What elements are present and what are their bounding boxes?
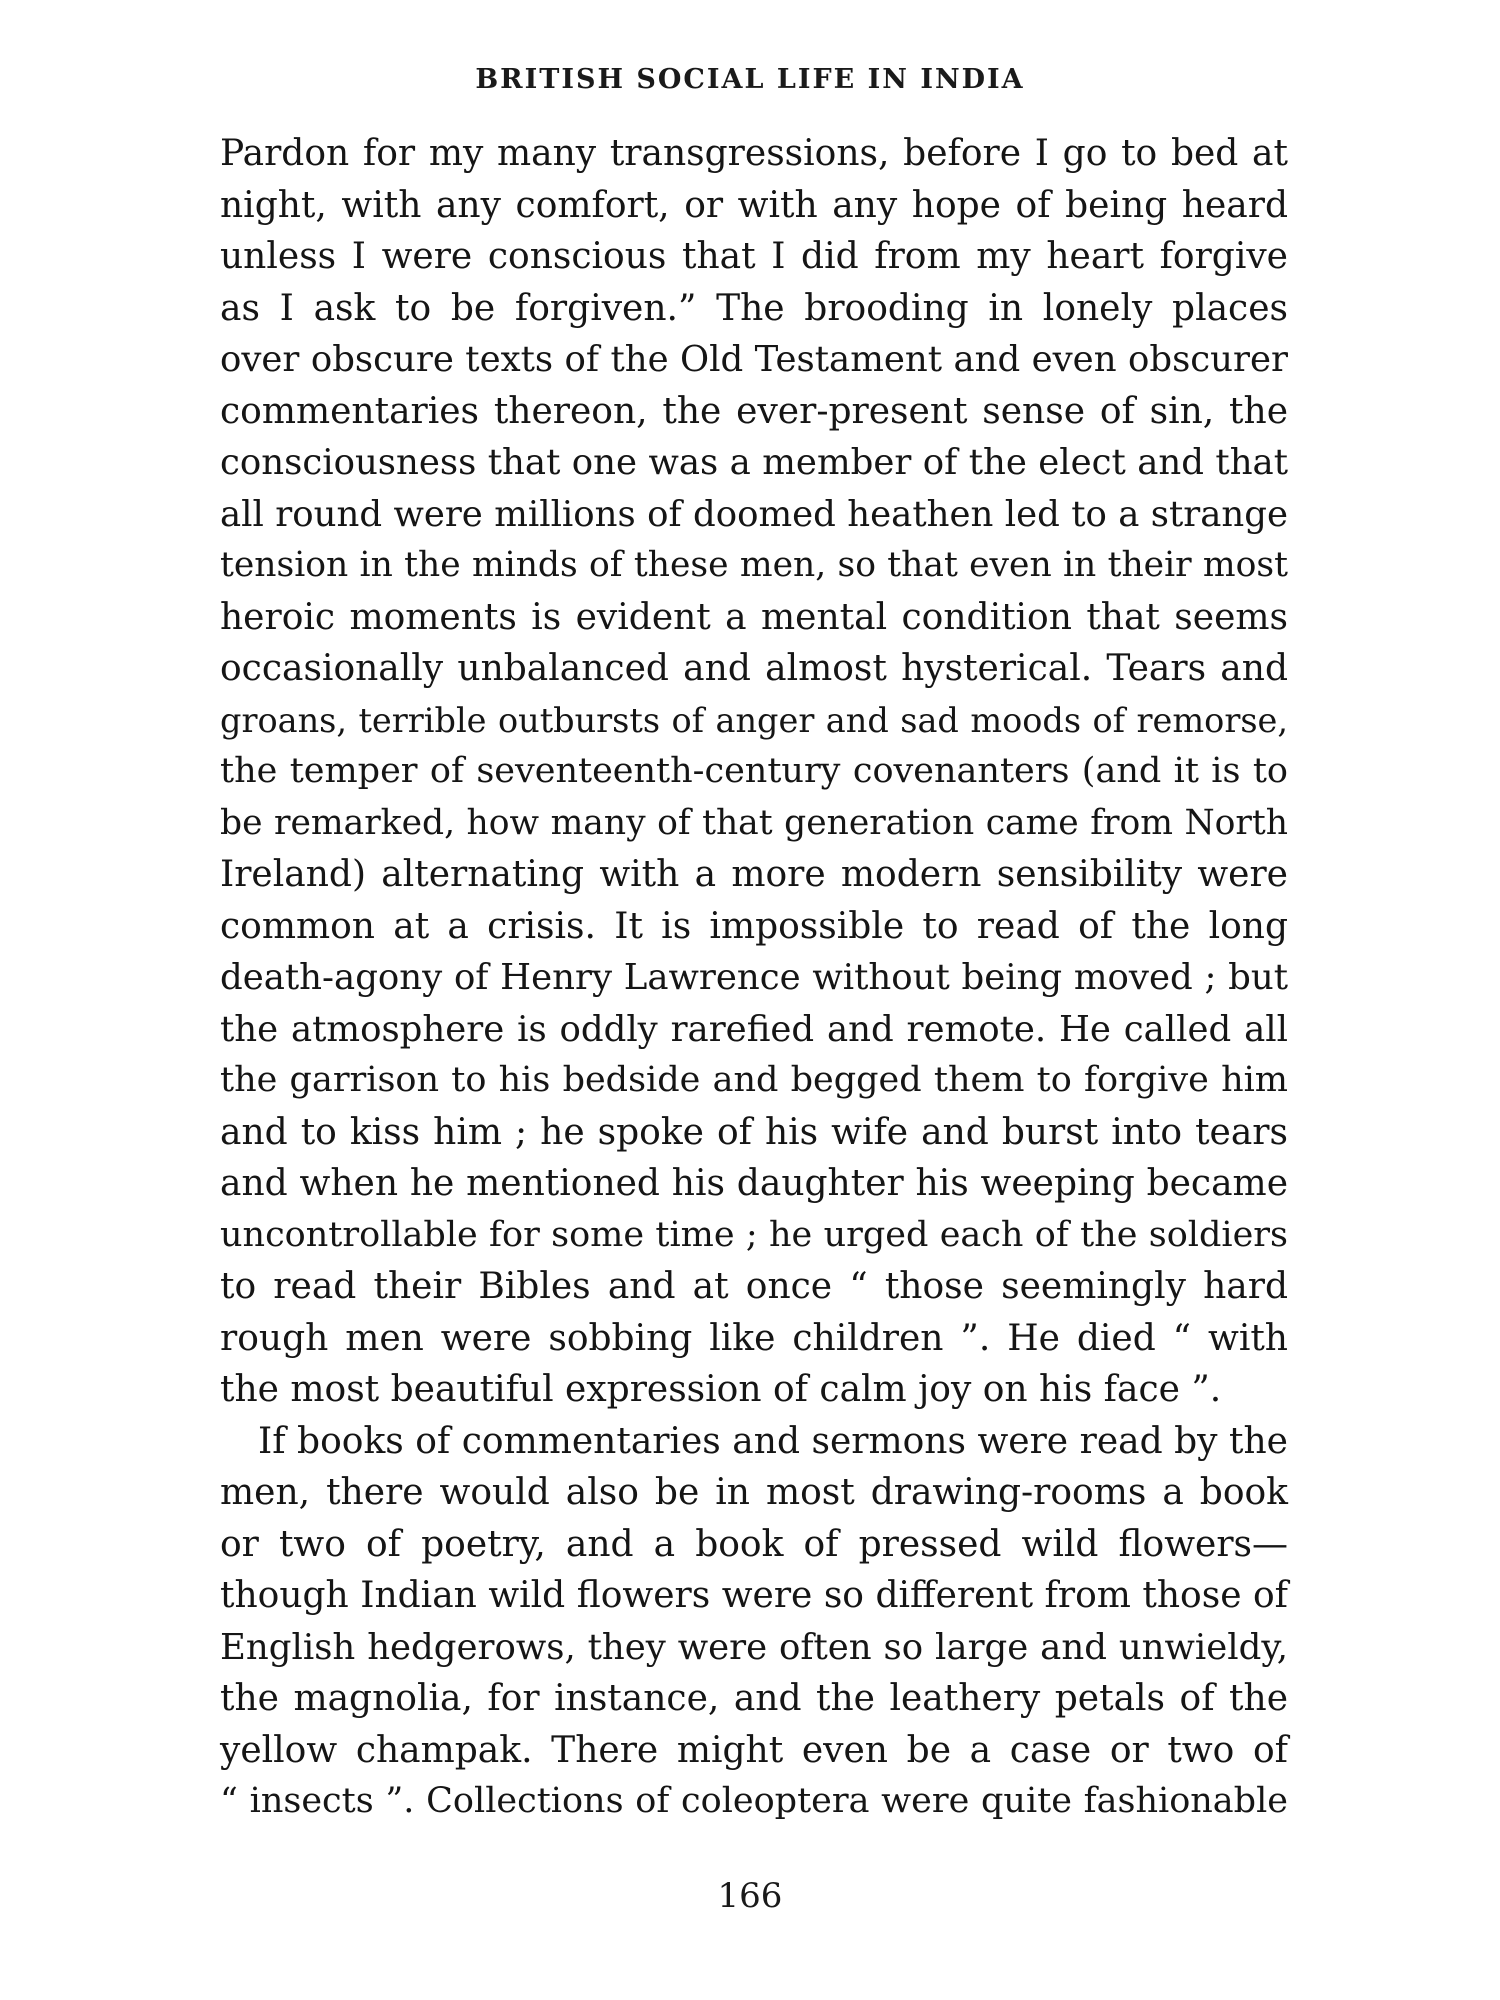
- text-line: the garrison to his bedside and begged them to forgive him: [220, 1060, 1288, 1100]
- text-line: night, with any comfort, or with any hope of being heard: [220, 184, 1288, 226]
- running-head: BRITISH SOCIAL LIFE IN INDIA: [475, 64, 1025, 95]
- body-text: [220, 128, 1288, 1828]
- text-line: as I ask to be forgiven.” The brooding in lonely places: [220, 287, 1288, 329]
- text-line: the magnolia, for instance, and the leathery petals of the: [220, 1678, 1288, 1719]
- text-line: uncontrollable for some time ; he urged each of the soldiers: [220, 1214, 1288, 1255]
- text-line: over obscure texts of the Old Testament and even obscurer: [220, 339, 1288, 380]
- text-line: groans, terrible outbursts of anger and sad moods of remorse,: [220, 700, 1288, 740]
- text-line: and to kiss him ; he spoke of his wife and burst into tears: [220, 1111, 1288, 1153]
- text-line: unless I were conscious that I did from my heart forgive: [220, 236, 1288, 277]
- text-line: heroic moments is evident a mental condition that seems: [220, 596, 1288, 638]
- text-line: tension in the minds of these men, so that even in their most: [220, 545, 1288, 585]
- text-line: the temper of seventeenth-century covenanters (and it is to: [220, 751, 1288, 791]
- paragraph-1: [220, 128, 1288, 1416]
- text-line: consciousness that one was a member of the elect and that: [220, 442, 1288, 483]
- text-line: to read their Bibles and at once “ those seemingly hard: [220, 1266, 1288, 1307]
- text-line: rough men were sobbing like children ”. He died “ with: [220, 1317, 1288, 1359]
- text-line: Ireland) alternating with a more modern sensibility were: [220, 854, 1288, 895]
- text-line: all round were millions of doomed heathen led to a strange: [220, 493, 1288, 535]
- text-line: yellow champak. There might even be a case or two of: [220, 1729, 1288, 1771]
- text-line: the most beautiful expression of calm joy on his face ”.: [220, 1369, 1222, 1410]
- page-number: 166: [717, 1876, 783, 1916]
- text-line: or two of poetry, and a book of pressed wild flowers—: [220, 1523, 1288, 1565]
- text-line: If books of commentaries and sermons were read by the: [258, 1420, 1288, 1462]
- text-line: and when he mentioned his daughter his weeping became: [220, 1163, 1288, 1204]
- paragraph-2: [220, 1416, 1288, 1828]
- text-line: English hedgerows, they were often so large and unwieldy,: [220, 1626, 1288, 1668]
- text-line: Pardon for my many transgressions, before I go to bed at: [220, 133, 1288, 174]
- text-line: be remarked, how many of that generation came from North: [220, 802, 1288, 843]
- text-line: common at a crisis. It is impossible to read of the long: [220, 905, 1288, 947]
- text-line: “ insects ”. Collections of coleoptera were quite fashionable: [220, 1781, 1288, 1821]
- text-line: though Indian wild flowers were so different from those of: [220, 1575, 1288, 1616]
- text-line: occasionally unbalanced and almost hysterical. Tears and: [220, 648, 1288, 689]
- text-line: men, there would also be in most drawing-rooms a book: [220, 1472, 1288, 1513]
- text-line: commentaries thereon, the ever-present sense of sin, the: [220, 390, 1288, 432]
- text-line: the atmosphere is oddly rarefied and remote. He called all: [220, 1008, 1288, 1050]
- text-line: death-agony of Henry Lawrence without being moved ; but: [220, 957, 1288, 998]
